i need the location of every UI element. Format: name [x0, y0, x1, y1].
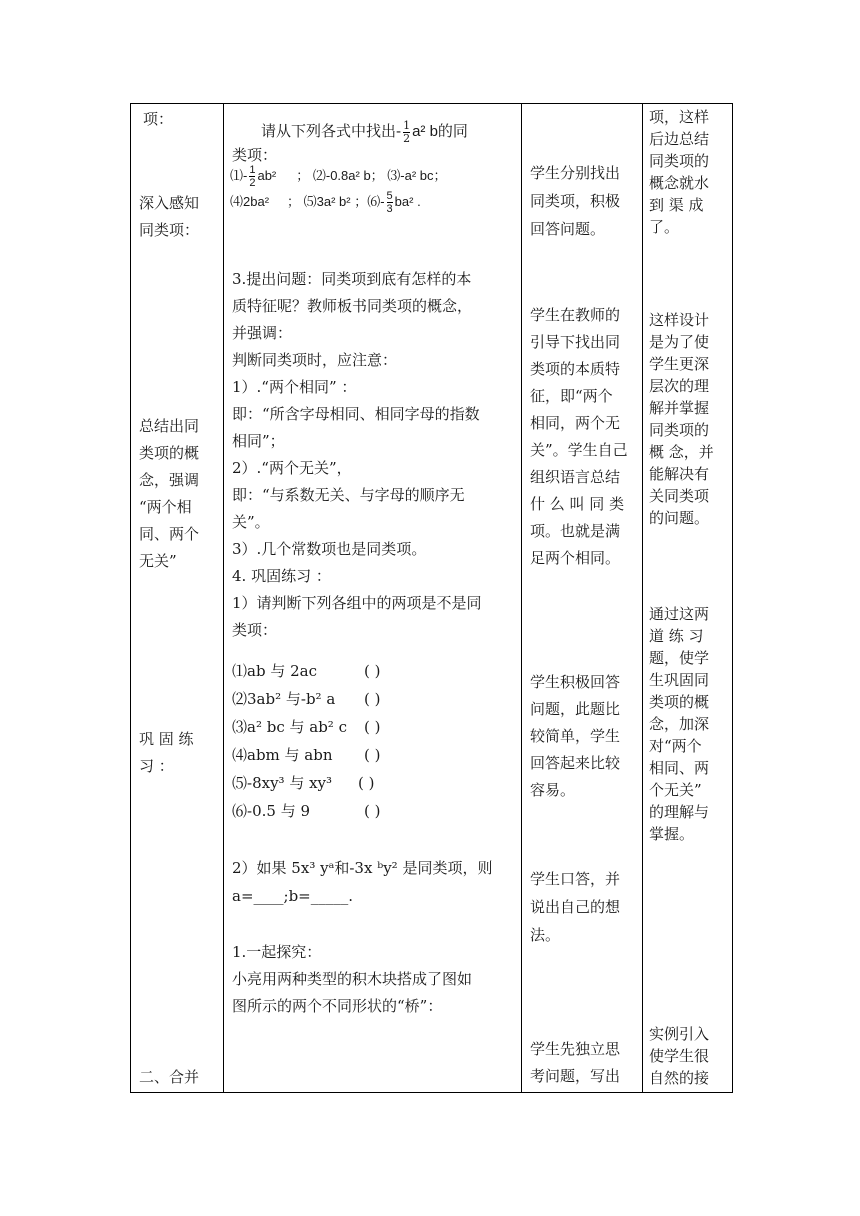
candidate-line-2: ⑷2ba² ； ⑸3a² b² ；⑹- $\frac{5}{3}$ ba² . [230, 190, 421, 216]
stage-column [131, 104, 224, 1093]
activity-line: 学生在教师的 [530, 306, 621, 324]
pair-item: ⑹-0.5 与 9 [232, 802, 311, 820]
stage-zongjie-4: “两个相 [139, 498, 192, 516]
pair-blank: ( ) [364, 802, 381, 820]
stage-hebing: 二、合并 [139, 1068, 200, 1086]
pair-item: ⑶a² bc 与 ab² c [232, 718, 347, 736]
activity-line: 什 么 叫 同 类 [530, 495, 625, 513]
activity-line: 学生先独立思 [530, 1040, 621, 1058]
stage-zongjie-5: 同、两个 [139, 525, 200, 543]
explore-line: 小亮用两种类型的积木块搭成了图如 [232, 970, 473, 988]
concept-line: 4. 巩固练习 ： [232, 567, 331, 585]
activity-line: 回答问题。 [530, 220, 606, 238]
activity-line: 学生积极回答 [530, 673, 621, 691]
activity-line: 关”。学生自己 [530, 441, 628, 459]
pair-blank: ( ) [364, 690, 381, 708]
stage-shenru-2: 同类项： [139, 221, 200, 239]
intent-line: 个无关” [649, 781, 702, 799]
activity-line: 容易。 [530, 781, 576, 799]
question-line-2: 类项： [232, 146, 278, 164]
explore-line: 1.一起探究： [232, 943, 322, 961]
activity-line: 考问题，写出 [530, 1067, 621, 1085]
intent-line: 相同、两 [649, 759, 710, 777]
pair-item: ⑵3ab² 与-b² a [232, 690, 336, 708]
intent-line: 念，加深 [649, 715, 710, 733]
intent-line: 能解决有 [649, 465, 710, 483]
student-activity-column [522, 104, 643, 1093]
intent-line: 掌握。 [649, 825, 695, 843]
intent-line: 使学生很 [649, 1047, 710, 1065]
intent-line: 概 念，并 [649, 443, 714, 461]
intent-line: 生巩固同 [649, 671, 710, 689]
pair-item: ⑴ab 与 2ac [232, 662, 317, 680]
activity-line: 回答起来比较 [530, 754, 621, 772]
concept-line: 即：“与系数无关、与字母的顺序无 [232, 486, 465, 504]
intent-line: 后边总结 [649, 130, 710, 148]
intent-line: 学生更深 [649, 355, 710, 373]
pair-item: ⑸-8xy³ 与 xy³ [232, 774, 333, 792]
intent-line: 解并掌握 [649, 399, 710, 417]
fraction-half: $\frac{1}{2}$ [249, 164, 256, 190]
concept-line: 质特征呢？教师板书同类项的概念， [232, 297, 473, 315]
intent-line: 对“两个 [649, 737, 702, 755]
concept-line: 类项： [232, 621, 278, 639]
intent-line: 实例引入 [649, 1025, 710, 1043]
activity-line: 相同，两个无 [530, 414, 621, 432]
concept-line: 并强调： [232, 324, 293, 342]
activity-line: 项。也就是满 [530, 522, 621, 540]
intent-line: 这样设计 [649, 311, 710, 329]
stage-shenru-1: 深入感知 [139, 194, 200, 212]
intent-line: 关同类项 [649, 487, 710, 505]
intent-line: 到 渠 成 [649, 196, 704, 214]
stage-zongjie-2: 类项的概 [139, 444, 200, 462]
stage-xiang: 项： [143, 110, 174, 128]
fraction-five-thirds: $\frac{5}{3}$ [386, 190, 393, 216]
table-row [131, 104, 733, 1093]
fraction-half: $\frac{1}{2}$ [403, 118, 411, 145]
concept-line: 3.提出问题：同类项到底有怎样的本 [232, 270, 472, 288]
question-line-1: 请从下列各式中找出- $\frac{1}{2}$ a² b的同 [261, 118, 468, 145]
pair-blank: ( ) [364, 662, 381, 680]
concept-line: 关”。 [232, 513, 270, 531]
concept-line: 相同”； [232, 432, 285, 450]
candidate-line-1: ⑴- $\frac{1}{2}$ ab² ； ⑵-0.8a² b； ⑶-a² bc； [230, 164, 447, 190]
activity-line: 足两个相同。 [530, 549, 621, 567]
concept-line: 即：“所含字母相同、相同字母的指数 [232, 405, 480, 423]
stage-gonggu-1: 巩 固 练 [139, 730, 194, 748]
concept-line: 3）.几个常数项也是同类项。 [232, 540, 427, 558]
intent-line: 道 练 习 [649, 627, 704, 645]
stage-zongjie-6: 无关” [139, 552, 177, 570]
concept-line: 2）.“两个无关”， [232, 459, 352, 477]
activity-line: 征，即“两个 [530, 387, 613, 405]
explore-line: 图所示的两个不同形状的“桥”： [232, 997, 443, 1015]
activity-line: 较简单，学生 [530, 727, 621, 745]
question-2-line-1: 2）如果 5x³ yᵃ和-3x ᵇy² 是同类项，则 [232, 859, 493, 877]
intent-line: 类项的概 [649, 693, 710, 711]
activity-line: 组织语言总结 [530, 468, 621, 486]
intent-line: 同类项的 [649, 152, 710, 170]
pair-blank: ( ) [364, 746, 381, 764]
activity-line: 引导下找出同 [530, 333, 621, 351]
activity-line: 说出自己的想 [530, 898, 621, 916]
lesson-plan-table [130, 103, 733, 1093]
concept-line: 1）请判断下列各组中的两项是不是同 [232, 594, 482, 612]
pair-item: ⑷abm 与 abn [232, 746, 333, 764]
activity-line: 同类项，积极 [530, 192, 621, 210]
intent-line: 的问题。 [649, 509, 710, 527]
activity-line: 学生分别找出 [530, 164, 621, 182]
intent-line: 题，使学 [649, 649, 710, 667]
intent-line: 是为了使 [649, 333, 710, 351]
intent-line: 概念就水 [649, 174, 710, 192]
activity-line: 类项的本质特 [530, 360, 621, 378]
stage-zongjie-3: 念，强调 [139, 471, 200, 489]
intent-line: 项，这样 [649, 108, 710, 126]
pair-blank: ( ) [364, 718, 381, 736]
intent-line: 自然的接 [649, 1069, 710, 1087]
intent-line: 同类项的 [649, 421, 710, 439]
design-intent-column [643, 104, 733, 1093]
question-2-line-2: a=____;b=_____. [232, 887, 354, 905]
teaching-content-column [224, 104, 522, 1093]
concept-line: 1）.“两个相同” ： [232, 378, 357, 396]
intent-line: 了。 [649, 218, 680, 236]
pair-blank: ( ) [358, 774, 375, 792]
activity-line: 法。 [530, 926, 561, 944]
concept-line: 判断同类项时，应注意： [232, 351, 398, 369]
intent-line: 通过这两 [649, 605, 710, 623]
activity-line: 问题，此题比 [530, 700, 621, 718]
intent-line: 的理解与 [649, 803, 710, 821]
stage-zongjie-1: 总结出同 [139, 417, 200, 435]
intent-line: 层次的理 [649, 377, 710, 395]
stage-gonggu-2: 习 ： [139, 757, 174, 775]
activity-line: 学生口答，并 [530, 870, 621, 888]
